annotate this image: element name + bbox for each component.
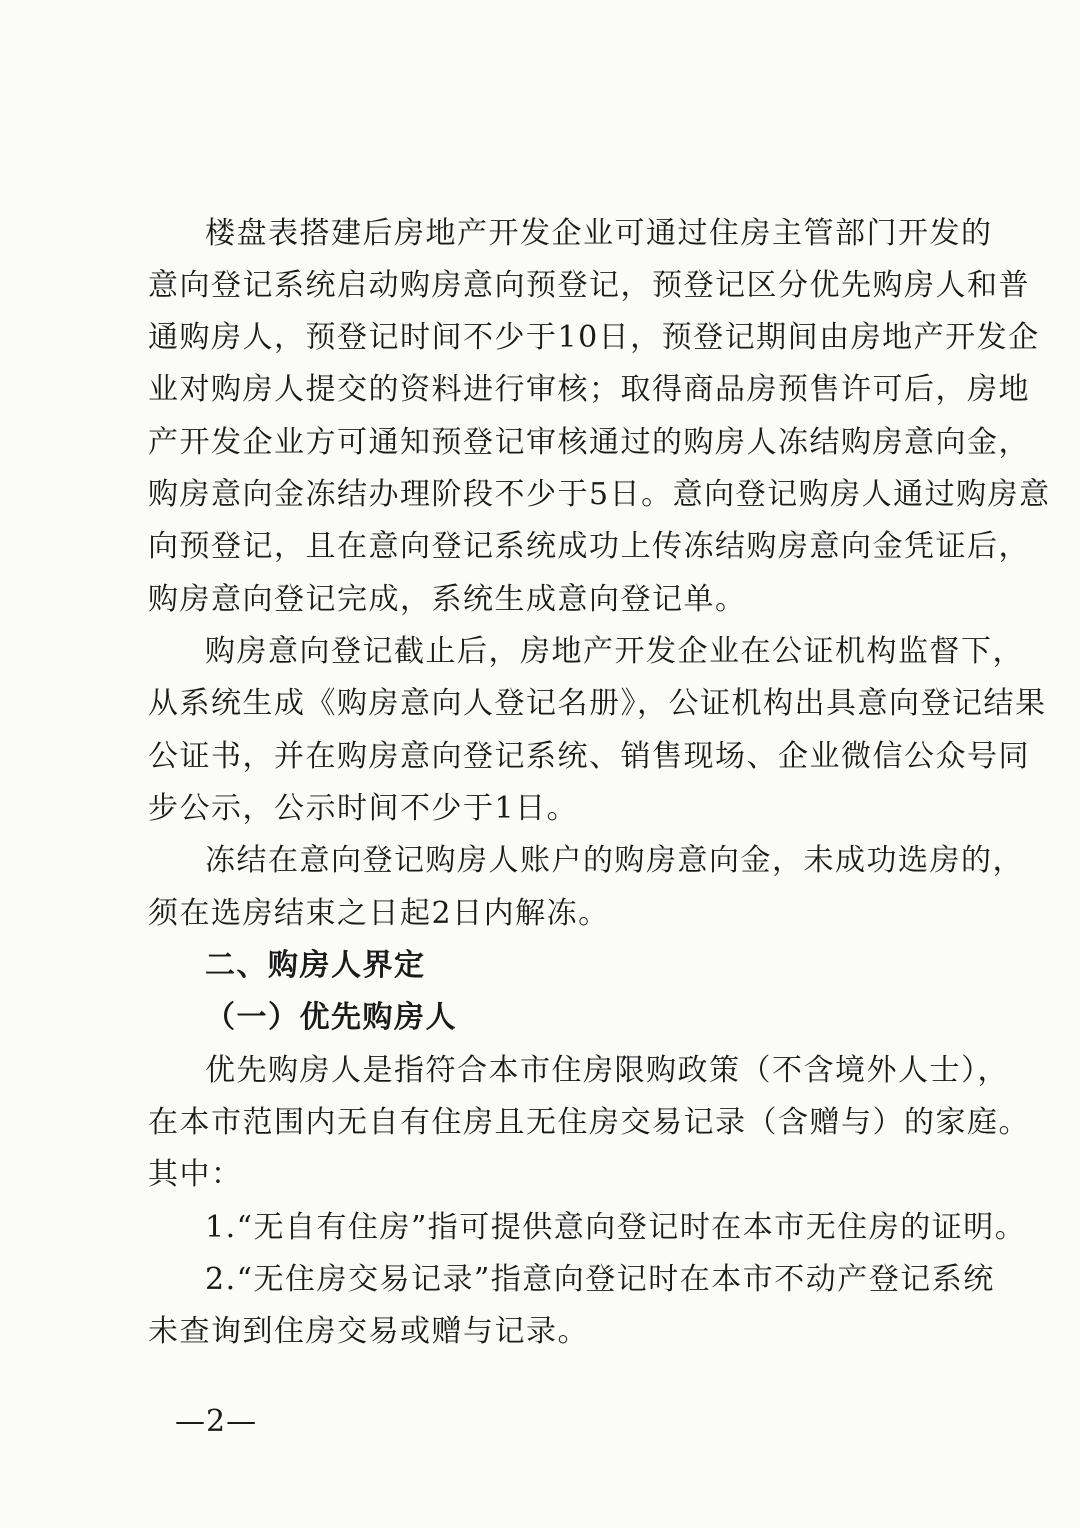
paragraph-2-line-2: 从系统生成《购房意向人登记名册》，公证机构出具意向登记结果 — [148, 686, 1047, 721]
section-heading: 二、购房人界定 — [205, 948, 426, 983]
paragraph-1-line-7: 向预登记，且在意向登记系统成功上传冻结购房意向金凭证后， — [148, 529, 1030, 564]
paragraph-4-line-2: 在本市范围内无自有住房且无住房交易记录（含赠与）的家庭。 — [148, 1105, 1030, 1140]
paragraph-3-line-2: 须在选房结束之日起2日内解冻。 — [148, 896, 610, 931]
paragraph-1-line-2: 意向登记系统启动购房意向预登记，预登记区分优先购房人和普 — [148, 268, 1030, 303]
paragraph-1-line-6: 购房意向金冻结办理阶段不少于5日。意向登记购房人通过购房意 — [148, 477, 1051, 512]
paragraph-1-line-4: 业对购房人提交的资料进行审核；取得商品房预售许可后，房地 — [148, 372, 1030, 407]
subsection-heading: （一）优先购房人 — [205, 1000, 457, 1035]
paragraph-1-line-5: 产开发企业方可通知预登记审核通过的购房人冻结购房意向金， — [148, 425, 1030, 460]
item-1: 1.“无自有住房”指可提供意向登记时在本市无住房的证明。 — [205, 1210, 1027, 1245]
paragraph-4-line-3: 其中： — [148, 1157, 243, 1192]
paragraph-2-line-3: 公证书，并在购房意向登记系统、销售现场、企业微信公众号同 — [148, 739, 1030, 774]
page-number: —2— — [175, 1404, 258, 1439]
paragraph-1-line-1: 楼盘表搭建后房地产开发企业可通过住房主管部门开发的 — [205, 216, 993, 251]
paragraph-2-line-1: 购房意向登记截止后，房地产开发企业在公证机构监督下， — [205, 634, 1024, 669]
paragraph-4-line-1: 优先购房人是指符合本市住房限购政策（不含境外人士）， — [205, 1053, 1009, 1088]
paragraph-1-line-3: 通购房人，预登记时间不少于10日，预登记期间由房地产开发企 — [148, 320, 1040, 355]
paragraph-1-line-8: 购房意向登记完成，系统生成意向登记单。 — [148, 582, 747, 617]
paragraph-3-line-1: 冻结在意向登记购房人账户的购房意向金，未成功选房的， — [205, 843, 1024, 878]
item-2-line-2: 未查询到住房交易或赠与记录。 — [148, 1314, 589, 1349]
paragraph-2-line-4: 步公示，公示时间不少于1日。 — [148, 791, 579, 826]
item-2-line-1: 2.“无住房交易记录”指意向登记时在本市不动产登记系统 — [205, 1262, 995, 1297]
